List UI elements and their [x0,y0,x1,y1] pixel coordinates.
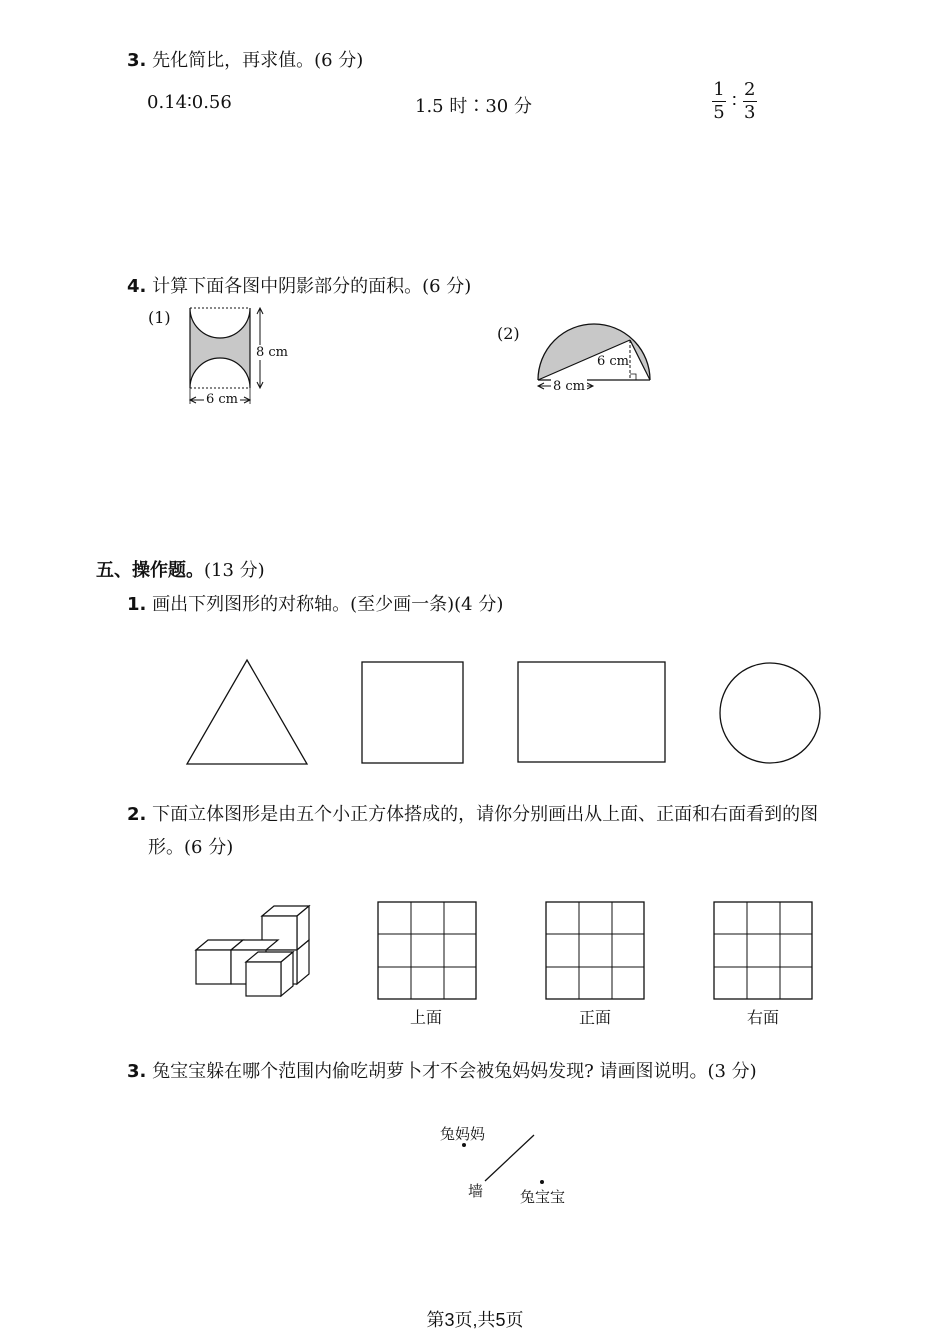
square [362,662,463,763]
cube-stack-figure [192,902,322,1002]
numerator: 1 [713,79,725,100]
question-text: 兔宝宝躲在哪个范围内偷吃胡萝卜才不会被兔妈妈发现? 请画图说明。(3 分) [152,1061,757,1082]
denominator: 5 [713,102,725,123]
section-5-heading [96,556,265,582]
question-number: 4. [127,276,147,297]
grid-front-view[interactable] [545,901,645,1001]
rectangle [518,662,665,762]
shaded-region [538,324,650,380]
question-number: 3. [127,1061,147,1082]
problem-1 [127,590,503,616]
question-number: 1. [127,594,147,615]
cube-front [246,962,281,996]
question-number: 3. [127,50,147,71]
numerator: 2 [743,79,756,100]
right-angle-mark [630,374,636,380]
ratio-colon: ∶ [732,91,737,112]
circle [720,663,820,763]
cube-front [196,950,231,984]
page-footer: 第3页,共5页 [426,1310,524,1330]
fraction-2-3 [743,80,757,123]
question-text: 先化简比，再求值。(6 分) [152,50,364,71]
question-text-line2: 形。(6 分) [148,837,234,858]
label-baby-rabbit: 兔宝宝 [520,1188,566,1206]
problem-3 [127,1057,757,1083]
mother-rabbit-point [462,1143,466,1147]
label-wall: 墙 [468,1182,484,1200]
figure-1-width-label: 6 cm [206,392,239,407]
figure-2-tag: (2) [497,324,520,343]
label-mother-rabbit: 兔妈妈 [440,1125,486,1143]
ratio-expression-2: 1.5 时∶30 分 [415,96,532,117]
ratio-expression-3 [712,80,757,123]
grid-top-view[interactable] [377,901,477,1001]
question-text: 画出下列图形的对称轴。(至少画一条)(4 分) [152,594,504,615]
grid-label-top: 上面 [410,1008,443,1027]
figure-1-tag: (1) [148,308,171,327]
problem-2 [127,800,818,826]
grid-label-front: 正面 [579,1008,612,1027]
symmetry-shapes [180,655,880,775]
section-title: 五、操作题。 [96,560,204,581]
grid-label-right: 右面 [747,1008,780,1027]
fraction-1-5 [712,80,726,123]
shaded-region [190,308,250,388]
figure-2-height-label: 6 cm [597,354,630,369]
question-number: 2. [127,804,147,825]
section-score: (13 分) [204,560,265,581]
ratio-expression-1: 0.14∶0.56 [147,92,232,113]
question-4 [127,272,471,298]
figure-1-height-label: 8 cm [256,345,289,360]
baby-rabbit-point [540,1180,544,1184]
grid-right-view[interactable] [713,901,813,1001]
wall-line [485,1135,534,1181]
figure-2-base-label: 8 cm [553,379,586,394]
denominator: 3 [743,102,756,123]
question-3 [127,46,363,72]
question-text-line1: 下面立体图形是由五个小正方体搭成的，请你分别画出从上面、正面和右面看到的图 [152,804,819,825]
equilateral-triangle [187,660,307,764]
question-text: 计算下面各图中阴影部分的面积。(6 分) [152,276,472,297]
